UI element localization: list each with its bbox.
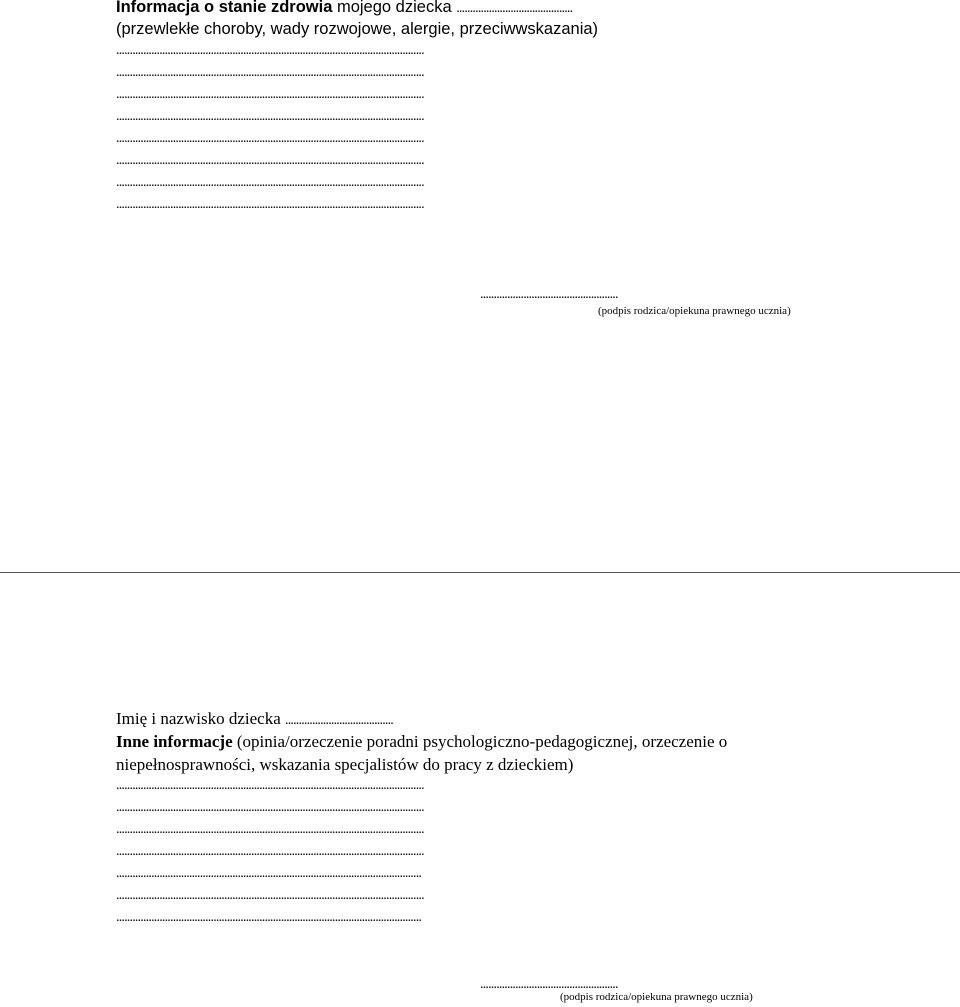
health-dot-line-4[interactable]: ..................................................................................................................: [116, 109, 424, 124]
other-dot-line-7[interactable]: .................................................................................................................: [116, 910, 422, 925]
section-divider: [0, 572, 960, 573]
health-dot-line-5[interactable]: ..................................................................................................................: [116, 131, 424, 146]
other-signature-line[interactable]: ...................................................: [480, 977, 618, 992]
health-heading-bold: Informacja o stanie zdrowia: [116, 0, 333, 16]
other-signature-caption: (podpis rodzica/opiekuna prawnego ucznia): [560, 991, 753, 1003]
health-heading: [116, 0, 572, 16]
child-name-field[interactable]: ........................................: [285, 713, 394, 728]
health-dot-line-1[interactable]: ..................................................................................................................: [116, 43, 424, 58]
other-dot-line-2[interactable]: ..................................................................................................................: [116, 800, 424, 815]
health-dot-line-3[interactable]: ..................................................................................................................: [116, 87, 424, 102]
other-info-line2: niepełnosprawności, wskazania specjalistów do pracy z dzieckiem): [116, 755, 574, 774]
health-signature-line[interactable]: ...................................................: [480, 287, 618, 302]
child-name-label: Imię i nazwisko dziecka: [116, 709, 285, 728]
other-info-rest: (opinia/orzeczenie poradni psychologiczno-pedagogicznej, orzeczenie o: [232, 732, 728, 751]
other-dot-line-4[interactable]: ..................................................................................................................: [116, 844, 424, 859]
other-info-heading: [116, 733, 727, 750]
health-dot-line-2[interactable]: ..................................................................................................................: [116, 65, 424, 80]
other-dot-line-5[interactable]: .................................................................................................................: [116, 866, 422, 881]
health-heading-rest: mojego dziecka: [332, 0, 457, 16]
child-name-line: [116, 710, 393, 728]
health-subheading: (przewlekłe choroby, wady rozwojowe, alergie, przeciwwskazania): [116, 20, 599, 38]
other-dot-line-1[interactable]: ..................................................................................................................: [116, 778, 424, 793]
health-dot-line-7[interactable]: ..................................................................................................................: [116, 175, 424, 190]
health-signature-caption: (podpis rodzica/opiekuna prawnego ucznia): [598, 305, 791, 317]
health-dot-line-6[interactable]: ..................................................................................................................: [116, 153, 424, 168]
health-dot-line-8[interactable]: ..................................................................................................................: [116, 197, 424, 212]
other-dot-line-6[interactable]: ..................................................................................................................: [116, 888, 424, 903]
other-info-bold: Inne informacje: [116, 732, 233, 751]
other-dot-line-3[interactable]: ..................................................................................................................: [116, 822, 424, 837]
health-heading-dots[interactable]: ...........................................: [456, 1, 573, 16]
